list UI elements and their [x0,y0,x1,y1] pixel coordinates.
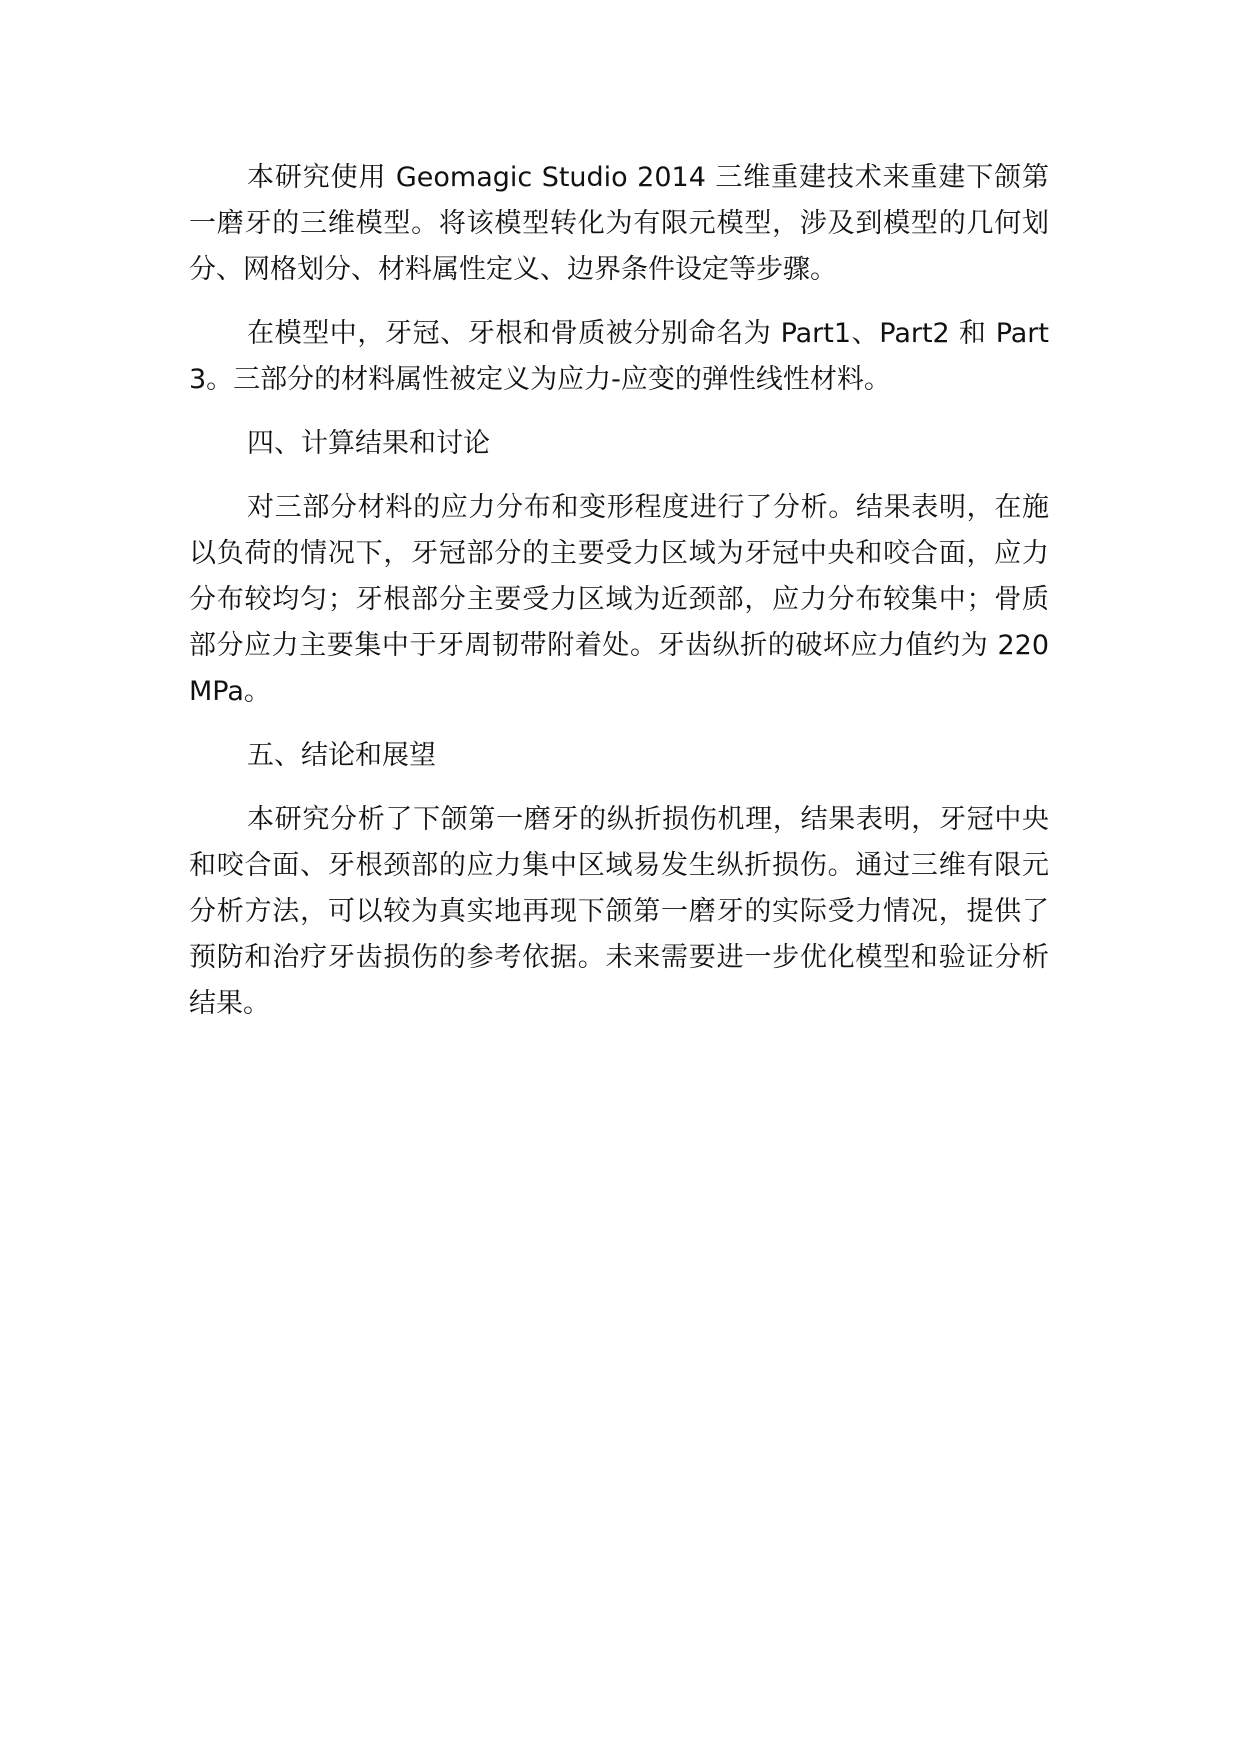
paragraph-conclusion: 本研究分析了下颌第一磨牙的纵折损伤机理，结果表明，牙冠中央和咬合面、牙根颈部的应力集中区域易发生纵折损伤。通过三维有限元分析方法，可以较为真实地再现下颌第一磨牙的实际受力情况，提供了预防和治疗牙齿损伤的参考依据。未来需要进一步优化模型和验证分析结果。 [189,804,1049,1019]
paragraph-results: 对三部分材料的应力分布和变形程度进行了分析。结果表明，在施以负荷的情况下，牙冠部分的主要受力区域为牙冠中央和咬合面，应力分布较均匀；牙根部分主要受力区域为近颈部，应力分布较集中；骨质部分应力主要集中于牙周韧带附着处。牙齿纵折的破坏应力值约为 220MPa。 [189,492,1049,707]
paragraph-methods: 本研究使用 Geomagic Studio 2014 三维重建技术来重建下颌第一磨牙的三维模型。将该模型转化为有限元模型，涉及到模型的几何划分、网格划分、材料属性定义、边界条件设定等步骤。 [189,162,1049,285]
paragraph-model-parts: 在模型中，牙冠、牙根和骨质被分别命名为 Part1、Part2 和 Part3。三部分的材料属性被定义为应力-应变的弹性线性材料。 [189,318,1049,395]
section-heading-results: 四、计算结果和讨论 [247,428,490,459]
document-body [189,155,1049,1045]
section-heading-conclusion: 五、结论和展望 [247,740,436,771]
